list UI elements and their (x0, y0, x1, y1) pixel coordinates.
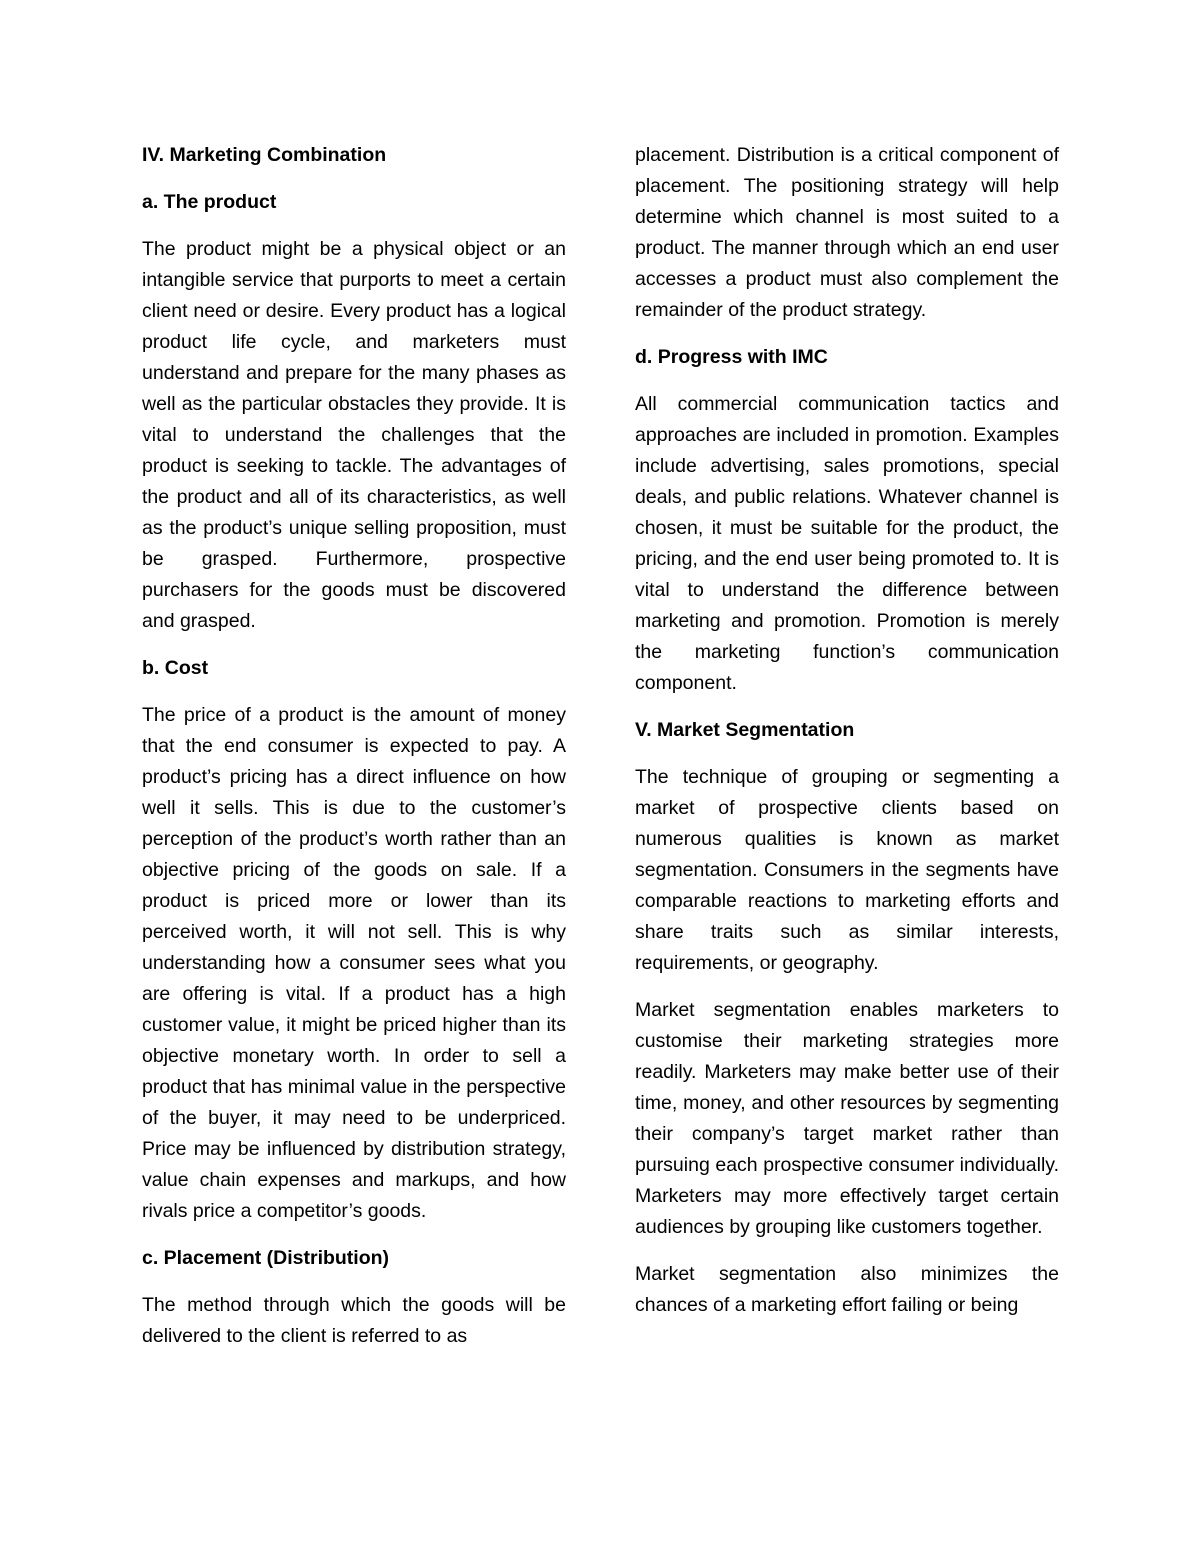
paragraph-imc: All commercial communication tactics and approaches are included in promotion. Examples include advertising, sales promotions, special deals, and public relations. Whatever channel is chosen, it must be suitable for the product, the pricing, and the end user being promoted to. It is vital to understand the difference between marketing and promotion. Promotion is merely the marketing function’s communication component. (635, 393, 1059, 694)
paragraph-placement-start: The method through which the goods will be delivered to the client is referred to as (142, 1294, 566, 1347)
paragraph-segmentation-1: The technique of grouping or segmenting a market of prospective clients based on numerous qualities is known as market segmentation. Consumers in the segments have comparable reactions to marketing efforts and share traits such as similar interests, requirements, or geography. (635, 766, 1059, 974)
paragraph-cost: The price of a product is the amount of money that the end consumer is expected to pay. A product’s pricing has a direct influence on how well it sells. This is due to the customer’s perception of the product’s worth rather than an objective pricing of the goods on sale. If a product is priced more or lower than its perceived worth, it will not sell. This is why understanding how a consumer sees what you are offering is vital. If a product has a high customer value, it might be priced higher than its objective monetary worth. In order to sell a product that has minimal value in the perspective of the buyer, it may need to be underpriced. Price may be influenced by distribution strategy, value chain expenses and markups, and how rivals price a competitor’s goods. (142, 704, 566, 1222)
heading-the-product: a. The product (142, 191, 277, 213)
paragraph-placement-continued: placement. Distribution is a critical component of placement. The positioning strategy will help determine which channel is most suited to a product. The manner through which an end user accesses a product must also complement the remainder of the product strategy. (635, 144, 1059, 321)
paragraph-segmentation-2: Market segmentation enables marketers to customise their marketing strategies more readily. Marketers may make better use of their time, money, and other resources by segmenting their company’s target market rather than pursuing each prospective consumer individually. Marketers may more effectively target certain audiences by grouping like customers together. (635, 999, 1059, 1238)
heading-placement: c. Placement (Distribution) (142, 1247, 390, 1269)
right-column (635, 140, 1059, 1337)
heading-market-segmentation: V. Market Segmentation (635, 719, 855, 741)
left-column (142, 140, 566, 1368)
heading-cost: b. Cost (142, 657, 209, 679)
heading-progress-with-imc: d. Progress with IMC (635, 346, 828, 368)
paragraph-segmentation-3-start: Market segmentation also minimizes the chances of a marketing effort failing or being (635, 1263, 1059, 1316)
section-title-marketing-combination: IV. Marketing Combination (142, 144, 387, 166)
paragraph-the-product: The product might be a physical object or an intangible service that purports to meet a certain client need or desire. Every product has a logical product life cycle, and marketers must understand and prepare for the many phases as well as the particular obstacles they provide. It is vital to understand the challenges that the product is seeking to tackle. The advantages of the product and all of its characteristics, as well as the product’s unique selling proposition, must be grasped. Furthermore, prospective purchasers for the goods must be discovered and grasped. (142, 238, 566, 632)
